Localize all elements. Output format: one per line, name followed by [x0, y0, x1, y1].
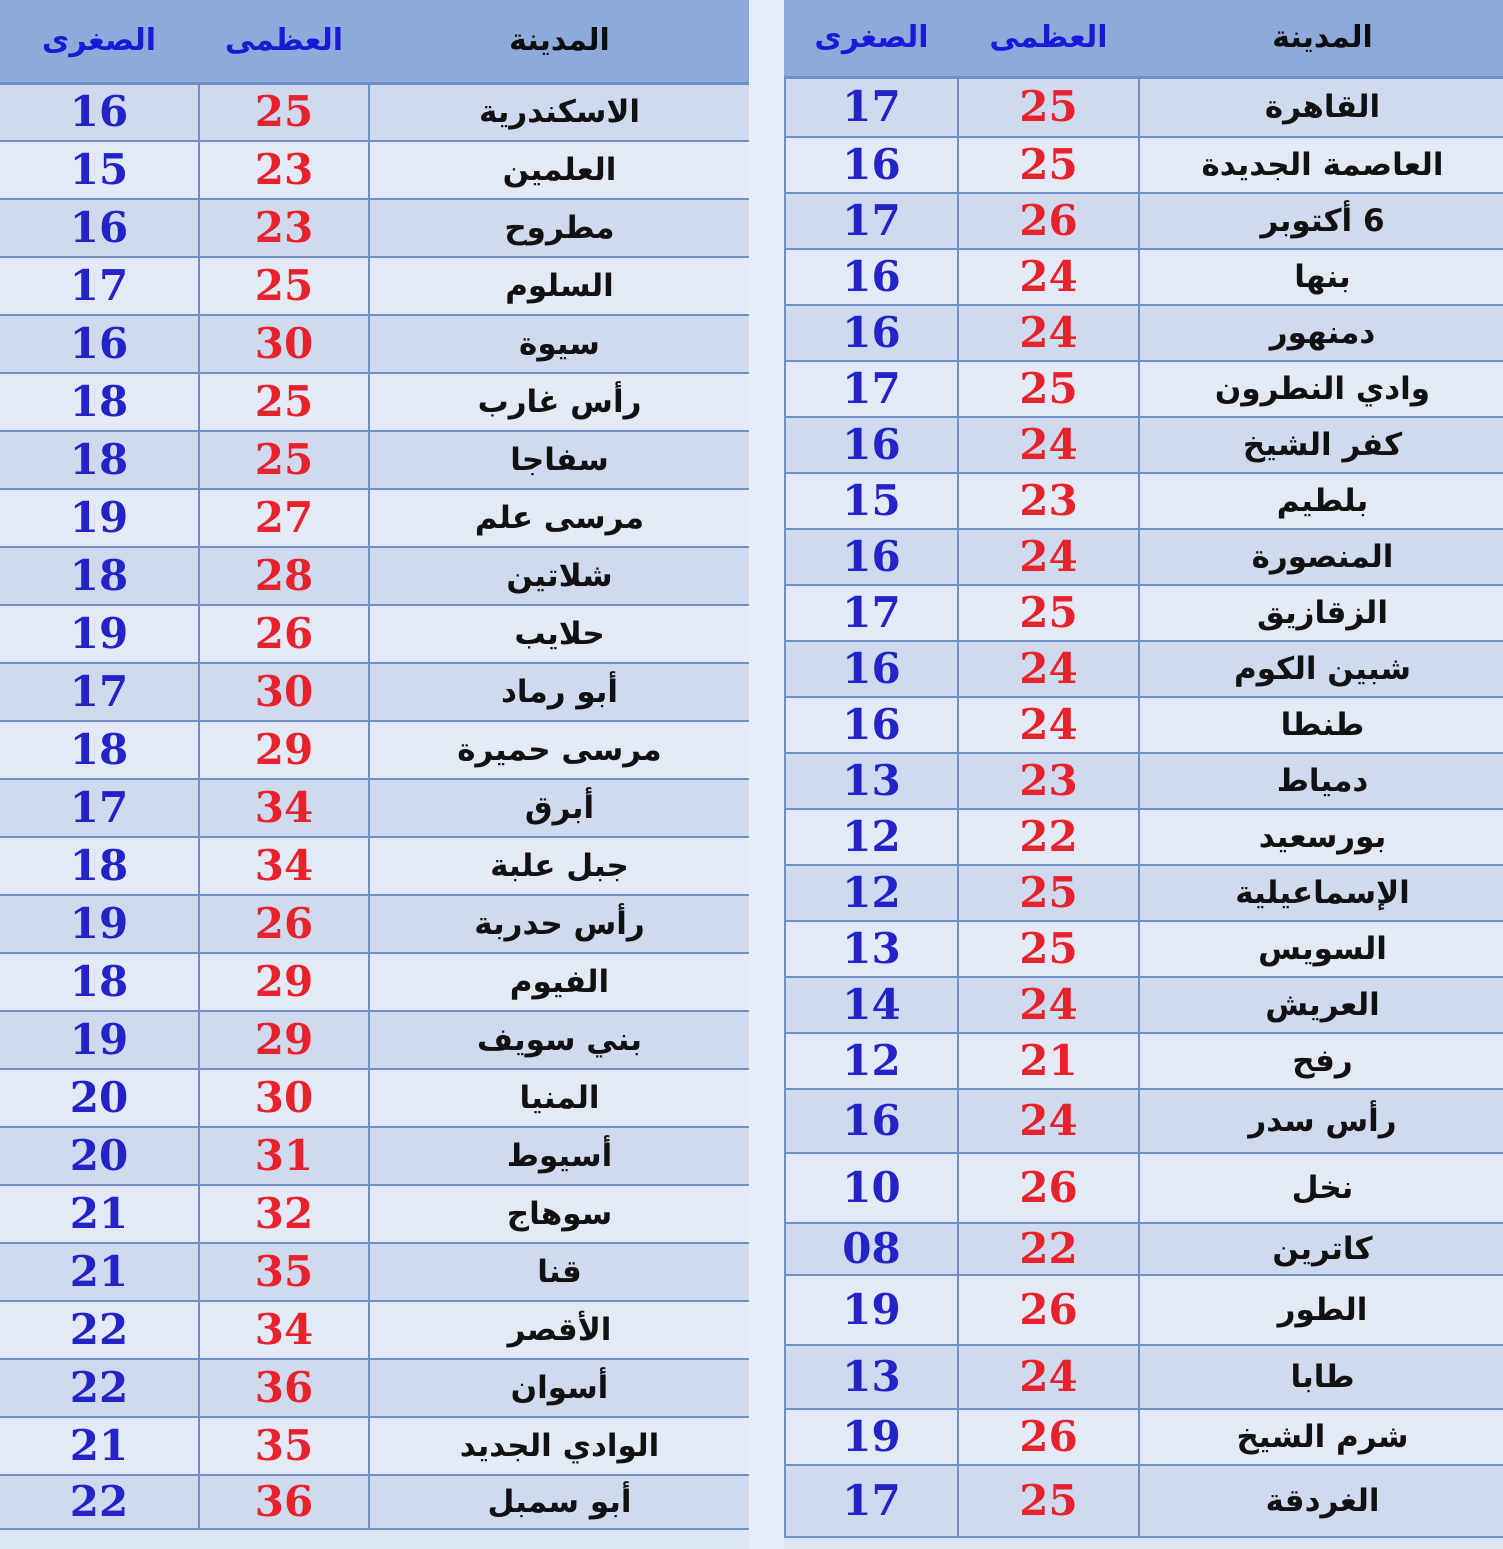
table-row: [785, 529, 1503, 585]
table-row: [785, 77, 1503, 137]
max-temp-cell: 25: [199, 83, 369, 141]
min-temp-cell: 13: [785, 1345, 958, 1409]
city-name-cell: دمنهور: [1139, 305, 1503, 361]
min-temp-cell: 16: [785, 641, 958, 697]
min-temp-cell: 12: [785, 865, 958, 921]
city-name-cell: أبرق: [369, 779, 750, 837]
max-temp-cell: 25: [958, 585, 1139, 641]
city-name-cell: الغردقة: [1139, 1465, 1503, 1537]
table-row: [785, 921, 1503, 977]
city-name-cell: مطروح: [369, 199, 750, 257]
max-temp-cell: 25: [958, 865, 1139, 921]
min-temp-cell: 17: [785, 361, 958, 417]
max-temp-cell: 30: [199, 315, 369, 373]
max-temp-cell: 29: [199, 953, 369, 1011]
city-name-cell: وادي النطرون: [1139, 361, 1503, 417]
city-name-cell: رأس سدر: [1139, 1089, 1503, 1153]
min-temp-cell: 17: [785, 193, 958, 249]
city-name-cell: سيوة: [369, 315, 750, 373]
max-temp-cell: 24: [958, 641, 1139, 697]
min-temp-cell: 18: [0, 953, 199, 1011]
max-temp-cell: 32: [199, 1185, 369, 1243]
city-name-cell: دمياط: [1139, 753, 1503, 809]
min-temp-cell: 17: [785, 1465, 958, 1537]
max-temp-cell: 26: [958, 193, 1139, 249]
table-row: [0, 1359, 750, 1417]
table-row: [785, 193, 1503, 249]
city-name-cell: قنا: [369, 1243, 750, 1301]
city-name-cell: القاهرة: [1139, 77, 1503, 137]
min-temp-cell: 15: [785, 473, 958, 529]
min-temp-cell: 18: [0, 721, 199, 779]
max-temp-header: العظمى: [958, 0, 1139, 77]
max-temp-cell: 31: [199, 1127, 369, 1185]
city-name-cell: الفيوم: [369, 953, 750, 1011]
max-temp-cell: 23: [199, 141, 369, 199]
city-name-cell: أسيوط: [369, 1127, 750, 1185]
table-row: [0, 663, 750, 721]
table-row: [0, 1069, 750, 1127]
table-row: [785, 1409, 1503, 1465]
left-table-body: [0, 83, 750, 1529]
max-temp-cell: 25: [958, 1465, 1139, 1537]
city-name-cell: العاصمة الجديدة: [1139, 137, 1503, 193]
min-temp-cell: 18: [0, 837, 199, 895]
table-row: [0, 547, 750, 605]
max-temp-cell: 25: [958, 77, 1139, 137]
max-temp-cell: 23: [958, 473, 1139, 529]
max-temp-cell: 22: [958, 1223, 1139, 1275]
city-name-cell: مرسى علم: [369, 489, 750, 547]
table-row: [0, 373, 750, 431]
min-temp-cell: 16: [785, 1089, 958, 1153]
table-row: [0, 83, 750, 141]
left-weather-table: [0, 0, 751, 1530]
table-row: [785, 809, 1503, 865]
city-name-cell: كاترين: [1139, 1223, 1503, 1275]
right-header-row: [785, 0, 1503, 77]
min-temp-header: الصغرى: [785, 0, 958, 77]
table-row: [0, 837, 750, 895]
min-temp-cell: 16: [785, 249, 958, 305]
table-row: [0, 605, 750, 663]
min-temp-cell: 16: [0, 199, 199, 257]
table-row: [785, 977, 1503, 1033]
min-temp-cell: 13: [785, 921, 958, 977]
min-temp-cell: 22: [0, 1359, 199, 1417]
table-row: [785, 1275, 1503, 1345]
city-name-cell: الأقصر: [369, 1301, 750, 1359]
min-temp-cell: 16: [785, 305, 958, 361]
city-name-cell: أبو رماد: [369, 663, 750, 721]
city-name-cell: الإسماعيلية: [1139, 865, 1503, 921]
city-name-cell: شلاتين: [369, 547, 750, 605]
city-name-cell: الاسكندرية: [369, 83, 750, 141]
table-row: [785, 305, 1503, 361]
min-temp-cell: 22: [0, 1301, 199, 1359]
min-temp-cell: 19: [0, 895, 199, 953]
min-temp-cell: 16: [0, 83, 199, 141]
city-name-cell: السويس: [1139, 921, 1503, 977]
right-weather-table: [784, 0, 1503, 1538]
city-name-cell: السلوم: [369, 257, 750, 315]
table-row: [0, 1011, 750, 1069]
city-name-cell: المنيا: [369, 1069, 750, 1127]
max-temp-cell: 34: [199, 1301, 369, 1359]
table-row: [785, 1033, 1503, 1089]
max-temp-cell: 25: [958, 361, 1139, 417]
max-temp-cell: 22: [958, 809, 1139, 865]
min-temp-cell: 15: [0, 141, 199, 199]
max-temp-cell: 26: [958, 1275, 1139, 1345]
city-header: المدينة: [1139, 0, 1503, 77]
max-temp-cell: 25: [199, 373, 369, 431]
min-temp-cell: 16: [785, 417, 958, 473]
city-name-cell: بنها: [1139, 249, 1503, 305]
city-name-cell: رأس غارب: [369, 373, 750, 431]
city-name-cell: كفر الشيخ: [1139, 417, 1503, 473]
city-name-cell: الوادي الجديد: [369, 1417, 750, 1475]
max-temp-cell: 24: [958, 305, 1139, 361]
max-temp-cell: 24: [958, 249, 1139, 305]
city-name-cell: العلمين: [369, 141, 750, 199]
min-temp-cell: 16: [785, 697, 958, 753]
city-name-cell: بني سويف: [369, 1011, 750, 1069]
table-row: [0, 257, 750, 315]
table-row: [0, 953, 750, 1011]
table-row: [0, 721, 750, 779]
city-name-cell: طابا: [1139, 1345, 1503, 1409]
max-temp-cell: 25: [958, 137, 1139, 193]
max-temp-cell: 26: [199, 605, 369, 663]
max-temp-cell: 21: [958, 1033, 1139, 1089]
city-name-cell: الطور: [1139, 1275, 1503, 1345]
table-row: [0, 1127, 750, 1185]
max-temp-cell: 30: [199, 663, 369, 721]
min-temp-cell: 10: [785, 1153, 958, 1223]
table-row: [785, 697, 1503, 753]
table-row: [785, 865, 1503, 921]
min-temp-cell: 19: [0, 605, 199, 663]
max-temp-cell: 25: [958, 921, 1139, 977]
max-temp-cell: 25: [199, 431, 369, 489]
min-temp-cell: 16: [785, 137, 958, 193]
table-row: [0, 489, 750, 547]
table-row: [785, 1089, 1503, 1153]
min-temp-cell: 17: [0, 779, 199, 837]
max-temp-cell: 24: [958, 529, 1139, 585]
table-row: [785, 361, 1503, 417]
table-row: [0, 779, 750, 837]
table-row: [0, 1301, 750, 1359]
max-temp-cell: 23: [958, 753, 1139, 809]
table-row: [0, 1243, 750, 1301]
min-temp-cell: 20: [0, 1127, 199, 1185]
min-temp-cell: 16: [0, 315, 199, 373]
min-temp-cell: 13: [785, 753, 958, 809]
max-temp-cell: 26: [958, 1409, 1139, 1465]
max-temp-cell: 34: [199, 837, 369, 895]
min-temp-cell: 21: [0, 1417, 199, 1475]
city-name-cell: حلايب: [369, 605, 750, 663]
table-gap: [749, 0, 784, 1549]
max-temp-cell: 26: [958, 1153, 1139, 1223]
min-temp-cell: 22: [0, 1475, 199, 1529]
min-temp-cell: 19: [785, 1275, 958, 1345]
min-temp-cell: 14: [785, 977, 958, 1033]
min-temp-cell: 17: [0, 663, 199, 721]
city-name-cell: سوهاج: [369, 1185, 750, 1243]
min-temp-cell: 16: [785, 529, 958, 585]
max-temp-cell: 26: [199, 895, 369, 953]
table-row: [0, 895, 750, 953]
table-row: [0, 1185, 750, 1243]
min-temp-cell: 19: [0, 1011, 199, 1069]
table-row: [785, 1345, 1503, 1409]
min-temp-cell: 17: [785, 77, 958, 137]
max-temp-cell: 24: [958, 697, 1139, 753]
table-row: [785, 1465, 1503, 1537]
table-row: [785, 641, 1503, 697]
city-name-cell: بورسعيد: [1139, 809, 1503, 865]
city-name-cell: نخل: [1139, 1153, 1503, 1223]
max-temp-cell: 24: [958, 417, 1139, 473]
city-name-cell: 6 أكتوبر: [1139, 193, 1503, 249]
city-name-cell: مرسى حميرة: [369, 721, 750, 779]
max-temp-cell: 23: [199, 199, 369, 257]
city-name-cell: المنصورة: [1139, 529, 1503, 585]
max-temp-header: العظمى: [199, 0, 369, 83]
table-row: [785, 753, 1503, 809]
table-row: [785, 585, 1503, 641]
max-temp-cell: 25: [199, 257, 369, 315]
min-temp-cell: 20: [0, 1069, 199, 1127]
table-row: [785, 1153, 1503, 1223]
city-name-cell: سفاجا: [369, 431, 750, 489]
min-temp-cell: 18: [0, 373, 199, 431]
table-row: [785, 1223, 1503, 1275]
table-row: [0, 199, 750, 257]
min-temp-cell: 12: [785, 1033, 958, 1089]
left-header-row: [0, 0, 750, 83]
max-temp-cell: 29: [199, 1011, 369, 1069]
city-name-cell: الزقازيق: [1139, 585, 1503, 641]
min-temp-cell: 21: [0, 1243, 199, 1301]
table-row: [785, 473, 1503, 529]
city-name-cell: أبو سمبل: [369, 1475, 750, 1529]
max-temp-cell: 36: [199, 1359, 369, 1417]
min-temp-cell: 19: [785, 1409, 958, 1465]
min-temp-cell: 18: [0, 547, 199, 605]
table-row: [0, 1417, 750, 1475]
max-temp-cell: 29: [199, 721, 369, 779]
min-temp-cell: 08: [785, 1223, 958, 1275]
table-row: [0, 141, 750, 199]
max-temp-cell: 24: [958, 977, 1139, 1033]
min-temp-header: الصغرى: [0, 0, 199, 83]
min-temp-cell: 21: [0, 1185, 199, 1243]
table-row: [785, 249, 1503, 305]
max-temp-cell: 28: [199, 547, 369, 605]
max-temp-cell: 34: [199, 779, 369, 837]
city-name-cell: جبل علبة: [369, 837, 750, 895]
right-table-body: [785, 77, 1503, 1537]
table-row: [785, 137, 1503, 193]
city-name-cell: العريش: [1139, 977, 1503, 1033]
city-name-cell: رفح: [1139, 1033, 1503, 1089]
city-name-cell: رأس حدربة: [369, 895, 750, 953]
city-name-cell: أسوان: [369, 1359, 750, 1417]
city-name-cell: شبين الكوم: [1139, 641, 1503, 697]
city-header: المدينة: [369, 0, 750, 83]
max-temp-cell: 24: [958, 1345, 1139, 1409]
table-row: [0, 315, 750, 373]
table-row: [0, 1475, 750, 1529]
max-temp-cell: 27: [199, 489, 369, 547]
city-name-cell: شرم الشيخ: [1139, 1409, 1503, 1465]
min-temp-cell: 17: [0, 257, 199, 315]
min-temp-cell: 18: [0, 431, 199, 489]
city-name-cell: بلطيم: [1139, 473, 1503, 529]
table-row: [785, 417, 1503, 473]
min-temp-cell: 19: [0, 489, 199, 547]
table-row: [0, 431, 750, 489]
min-temp-cell: 17: [785, 585, 958, 641]
max-temp-cell: 36: [199, 1475, 369, 1529]
max-temp-cell: 24: [958, 1089, 1139, 1153]
min-temp-cell: 12: [785, 809, 958, 865]
max-temp-cell: 35: [199, 1417, 369, 1475]
city-name-cell: طنطا: [1139, 697, 1503, 753]
max-temp-cell: 30: [199, 1069, 369, 1127]
max-temp-cell: 35: [199, 1243, 369, 1301]
